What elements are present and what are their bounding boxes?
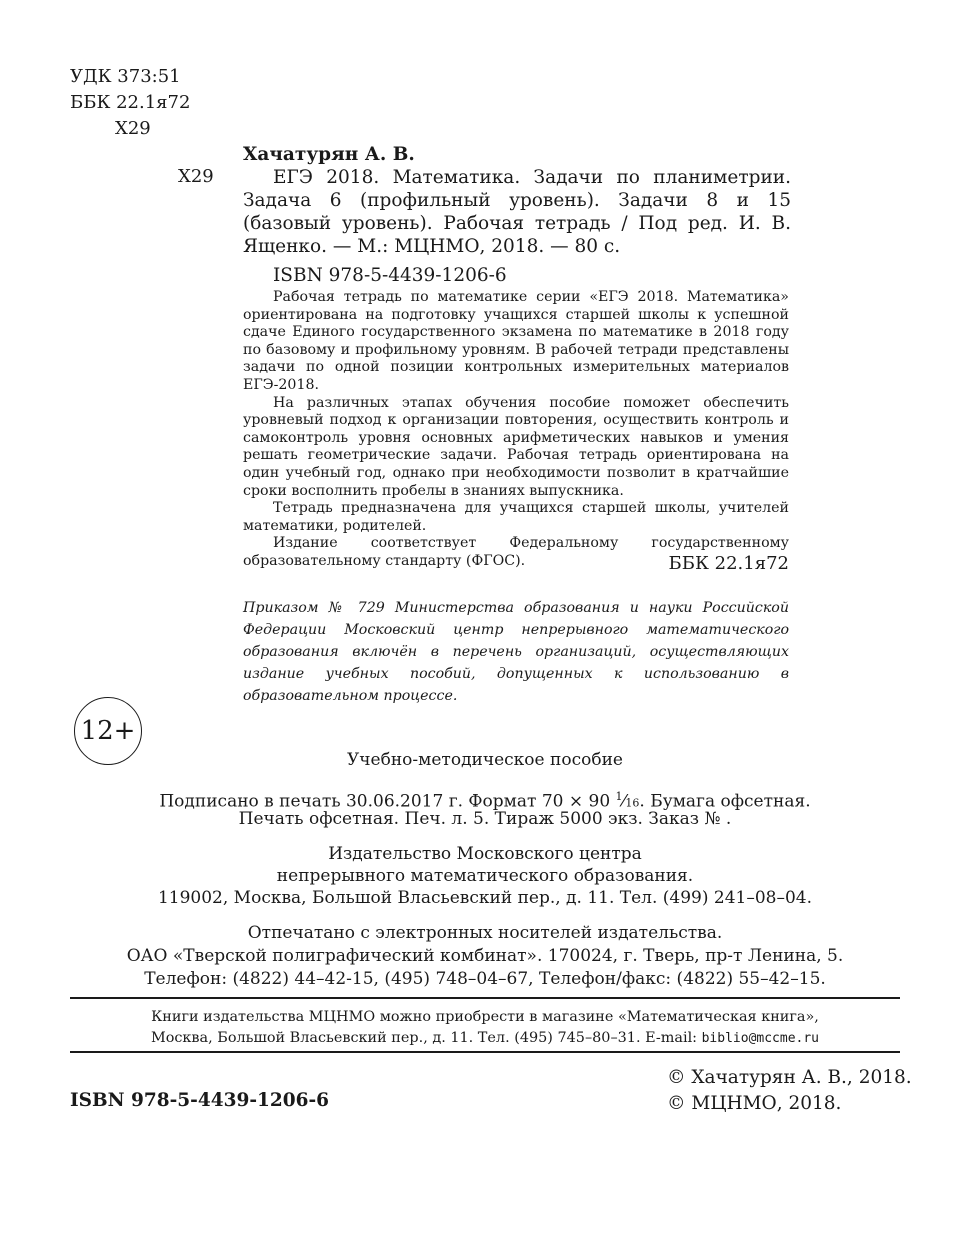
printer-line-2: ОАО «Тверской полиграфический комбинат». 170024, г. Тверь, пр-т Ленина, 5. xyxy=(126,946,844,966)
publisher-line-2: непрерывного математического образования. xyxy=(276,866,694,886)
book-description: ЕГЭ 2018. Математика. Задачи по планиметрии. Задача 6 (профильный уровень). Задачи 8 и 15 (базовый уровень). Рабочая тетрадь / Под ред. И. В. Ященко. — М.: МЦНМО, 2018. — 80 с. xyxy=(243,167,791,257)
publication-type: Учебно-методическое пособие xyxy=(347,750,623,770)
copyright xyxy=(667,1065,912,1117)
udk-code: УДК 373:51 xyxy=(70,66,181,87)
annotation-paragraph: На различных этапах обучения пособие поможет обеспечить уровневый подход к организации повторения, осуществить контроль и самоконтроль уровня основных арифметических навыков и умения решать геометрические задачи. Рабочая тетрадь ориентирована на один учебный год, однако при необходимости позволит в кратчайшие сроки восполнить пробелы в знаниях выпускника. xyxy=(243,394,789,499)
isbn-line: ISBN 978-5-4439-1206-6 xyxy=(273,265,507,286)
print-line: Печать офсетная. Печ. л. 5. Тираж 5000 экз. Заказ № . xyxy=(238,809,732,829)
bookshop-info xyxy=(70,1007,900,1049)
printer-line-1: Отпечатано с электронных носителей издательства. xyxy=(247,923,723,943)
bookshop-address: Москва, Большой Власьевский пер., д. 11. Тел. (495) 745–80–31. E-mail: xyxy=(150,1030,702,1046)
annotation-paragraph: Рабочая тетрадь по математике серии «ЕГЭ 2018. Математика» ориентирована на подготовку учащихся старшей школы к успешной сдаче Единого государственного экзамена по математике в 2018 году по базовому и профильному уровням. В рабочей тетради представлены задачи по одной позиции контрольных измерительных материалов ЕГЭ-2018. xyxy=(243,289,789,393)
title-left-mark: Х29 xyxy=(178,166,214,187)
publisher-address: 119002, Москва, Большой Власьевский пер., д. 11. Тел. (499) 241–08–04. xyxy=(157,888,813,908)
copyright-author: © Хачатурян А. В., 2018. xyxy=(667,1067,912,1088)
format-numerator: 1 xyxy=(615,790,623,803)
annotation-bbk: ББК 22.1я72 xyxy=(668,553,789,574)
signed-prefix: Подписано в печать 30.06.2017 г. Формат 70 × 90 xyxy=(159,791,616,812)
footer-isbn: ISBN 978-5-4439-1206-6 xyxy=(70,1090,330,1111)
bookshop-email[interactable]: biblio@mccme.ru xyxy=(701,1031,820,1046)
publisher-line-1: Издательство Московского центра xyxy=(328,844,642,864)
author-name: Хачатурян А. В. xyxy=(243,144,415,165)
annotation xyxy=(243,289,789,571)
bbk-code: ББК 22.1я72 xyxy=(70,92,191,113)
signed-suffix: . Бумага офсетная. xyxy=(639,791,811,812)
signed-line: Подписано в печать 30.06.2017 г. Формат 70 × 90 $^1$⁄16. Бумага офсетная. xyxy=(159,790,811,812)
top-divider xyxy=(70,997,900,999)
format-denominator: 16 xyxy=(625,796,640,810)
bottom-divider xyxy=(70,1051,900,1053)
ministry-decree: Приказом № 729 Министерства образования и науки Российской Федерации Московский центр непрерывного математического образования включён в перечень организаций, осуществляющих издание учебных пособий, допущенных к использованию в образовательном процессе. xyxy=(243,600,789,704)
printer-line-3: Телефон: (4822) 44–42-15, (495) 748–04–67, Телефон/факс: (4822) 55–42–15. xyxy=(144,969,826,989)
annotation-paragraph: Издание соответствует Федеральному государственному образовательному стандарту (ФГОС). xyxy=(243,535,789,569)
bookshop-line-2 xyxy=(70,1028,900,1049)
bookshop-line-1: Книги издательства МЦНМО можно приобрести в магазине «Математическая книга», xyxy=(151,1009,819,1025)
annotation-paragraph: Тетрадь предназначена для учащихся старшей школы, учителей математики, родителей. xyxy=(243,500,789,534)
bibliographic-record xyxy=(243,143,791,287)
age-rating-text: 12+ xyxy=(80,716,136,746)
author-mark: Х29 xyxy=(115,118,151,139)
copyright-publisher: © МЦНМО, 2018. xyxy=(667,1093,842,1114)
